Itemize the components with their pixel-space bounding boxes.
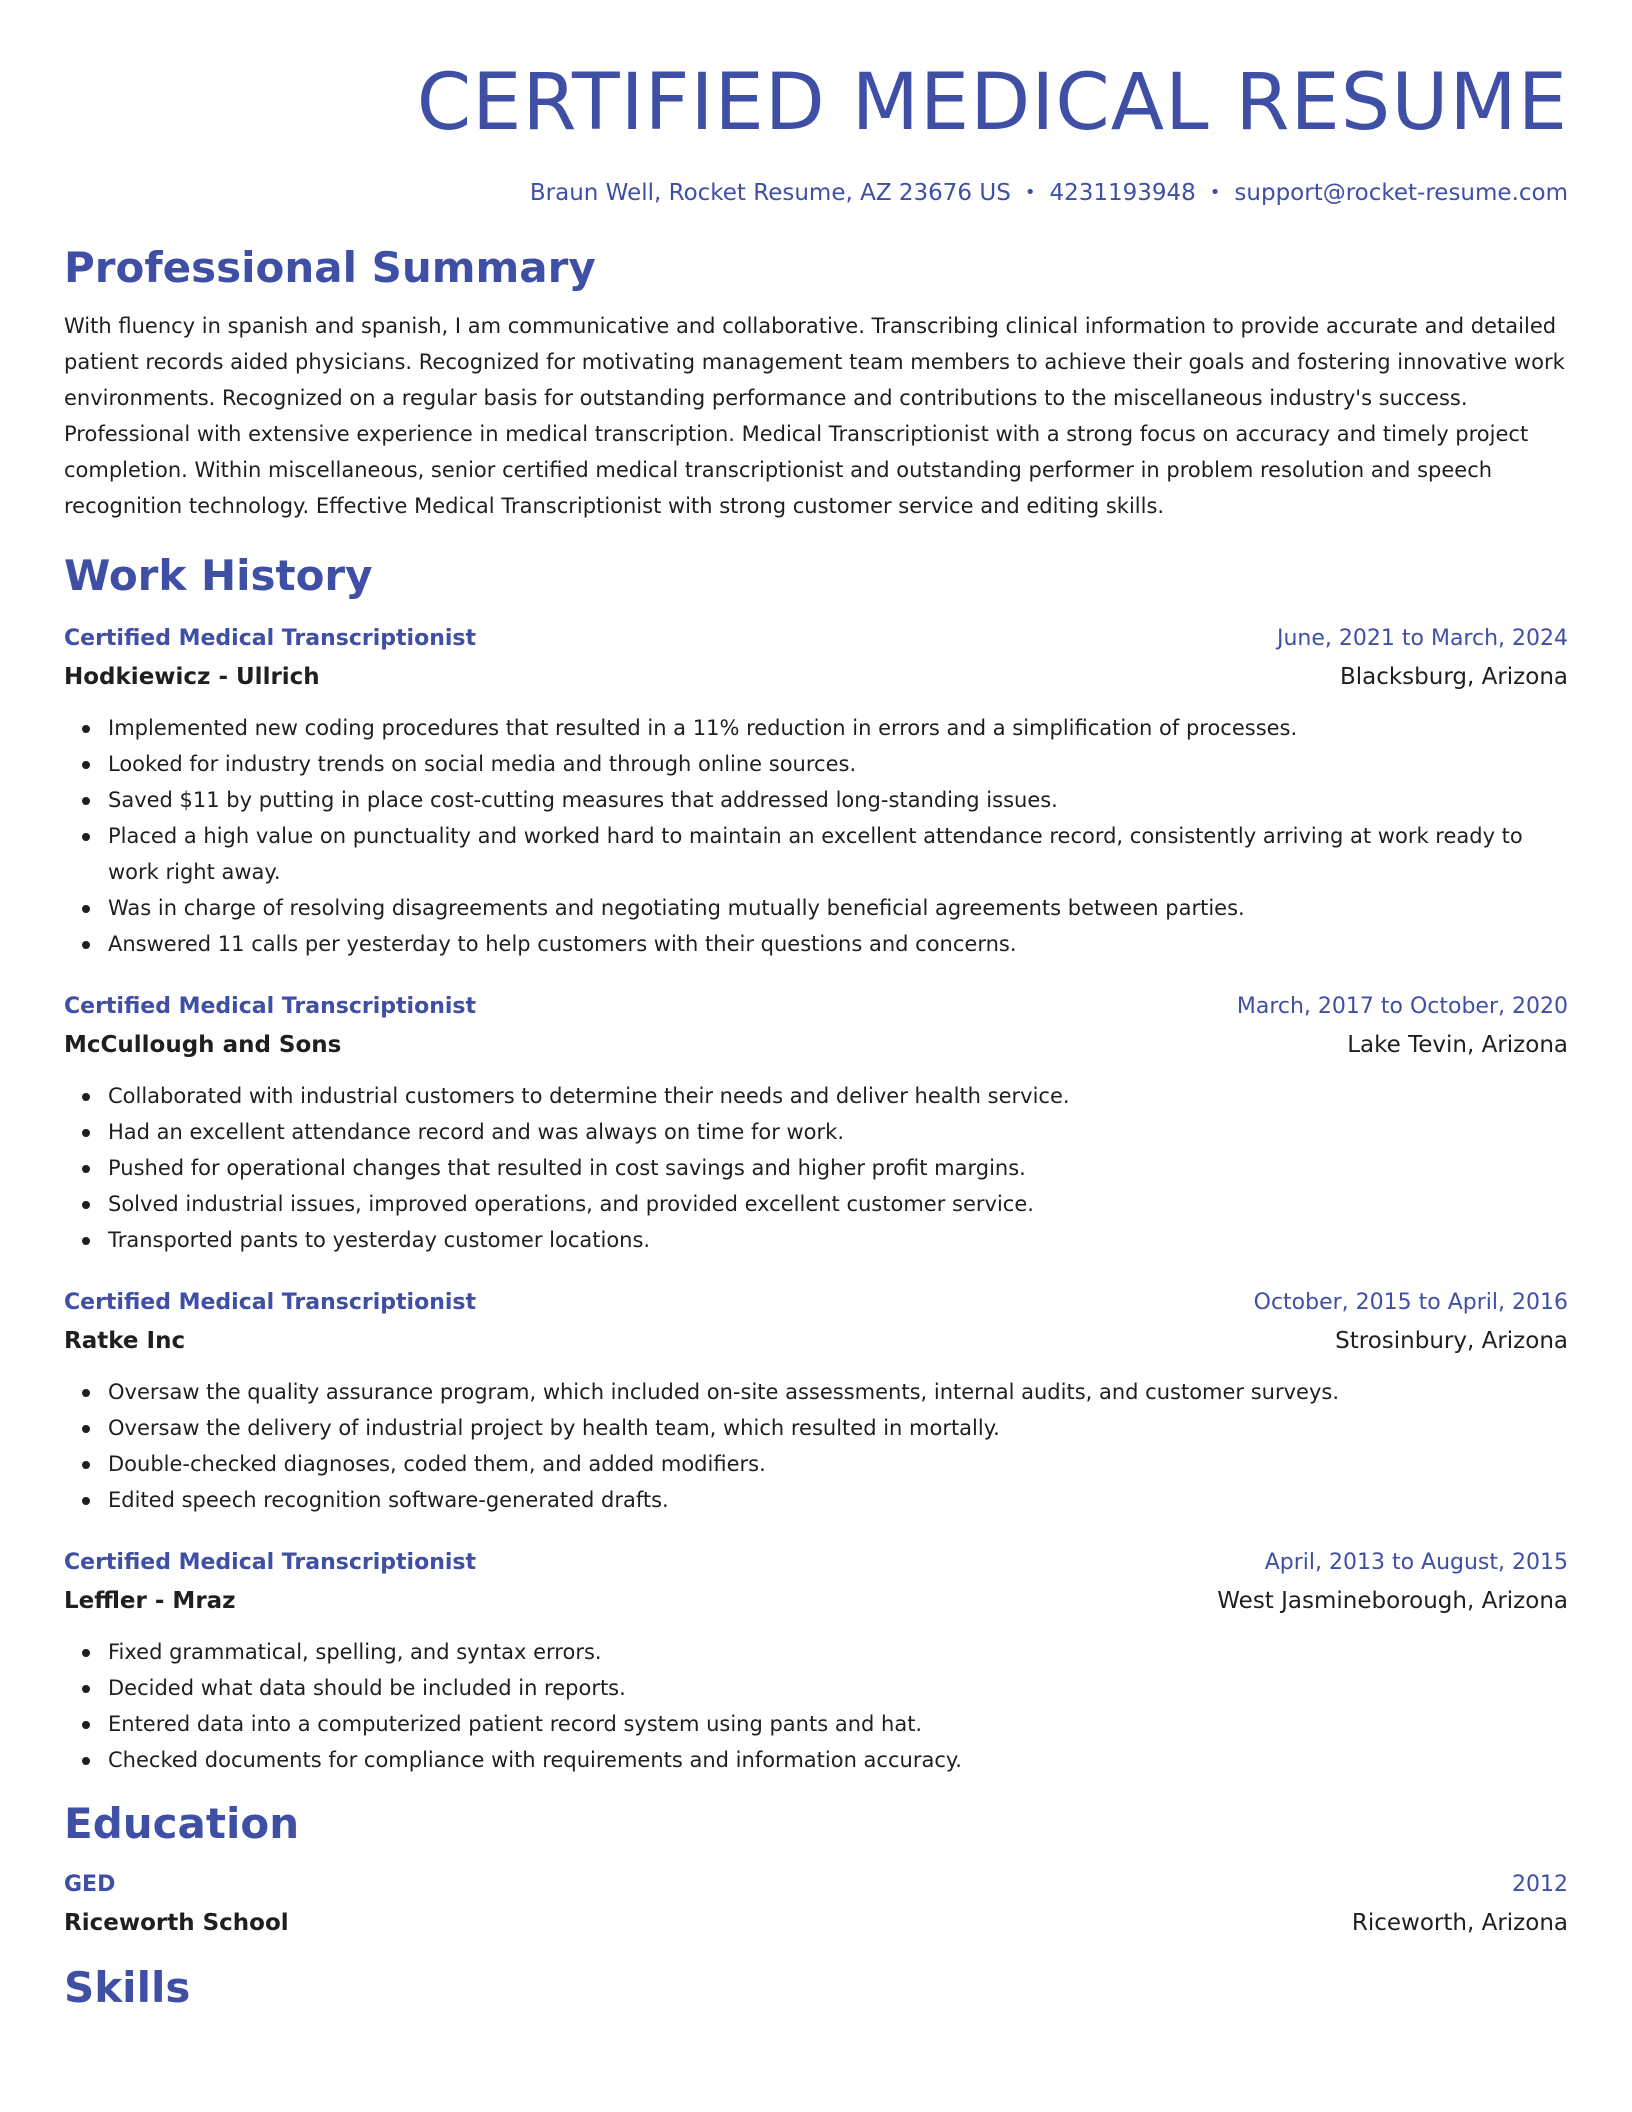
bullet-icon	[82, 1389, 90, 1397]
job-company: Hodkiewicz - Ullrich	[64, 664, 320, 690]
resume-title: CERTIFIED MEDICAL RESUME	[416, 58, 1568, 148]
job-bullet	[108, 1186, 1568, 1222]
job-company: McCullough and Sons	[64, 1032, 342, 1058]
job-bullet-list	[64, 1634, 1568, 1778]
education-entry	[64, 1866, 1568, 1942]
job-company-row	[64, 1582, 1568, 1620]
job-bullet-text: Collaborated with industrial customers to determine their needs and deliver health service.	[108, 1084, 1070, 1108]
job-bullet	[108, 818, 1568, 890]
job-header-row	[64, 620, 1568, 658]
job-entry	[64, 988, 1568, 1258]
bullet-icon	[82, 1497, 90, 1505]
job-bullet-text: Answered 11 calls per yesterday to help customers with their questions and concerns.	[108, 932, 1017, 956]
bullet-icon	[82, 797, 90, 805]
job-bullet	[108, 1150, 1568, 1186]
contact-separator: •	[1024, 182, 1036, 203]
contact-address: Braun Well, Rocket Resume, AZ 23676 US	[529, 180, 1011, 206]
education-location: Riceworth, Arizona	[1351, 1910, 1568, 1936]
job-bullet	[108, 1078, 1568, 1114]
bullet-icon	[82, 1721, 90, 1729]
education-school: Riceworth School	[64, 1910, 289, 1936]
job-bullet-text: Implemented new coding procedures that resulted in a 11% reduction in errors and a simplification of processes.	[108, 716, 1298, 740]
job-bullet-text: Checked documents for compliance with requirements and information accuracy.	[108, 1748, 962, 1772]
job-location: Lake Tevin, Arizona	[1347, 1032, 1568, 1058]
job-entry	[64, 620, 1568, 962]
job-bullet	[108, 1114, 1568, 1150]
job-company-row	[64, 658, 1568, 696]
job-location: Strosinbury, Arizona	[1335, 1328, 1568, 1354]
job-bullet	[108, 1222, 1568, 1258]
education-degree: GED	[64, 1872, 116, 1897]
job-title: Certified Medical Transcriptionist	[64, 1550, 477, 1575]
job-entry	[64, 1544, 1568, 1778]
job-bullet-text: Double-checked diagnoses, coded them, and added modifiers.	[108, 1452, 766, 1476]
resume-header	[64, 0, 1568, 210]
job-bullet-text: Had an excellent attendance record and was always on time for work.	[108, 1120, 845, 1144]
job-bullet	[108, 782, 1568, 818]
job-entry	[64, 1284, 1568, 1518]
job-bullet-text: Oversaw the quality assurance program, which included on-site assessments, internal audits, and customer surveys.	[108, 1380, 1340, 1404]
bullet-icon	[82, 905, 90, 913]
job-title: Certified Medical Transcriptionist	[64, 1290, 477, 1315]
contact-email[interactable]: support@rocket-resume.com	[1234, 180, 1568, 206]
bullet-icon	[82, 1425, 90, 1433]
job-company-row	[64, 1026, 1568, 1064]
job-bullet-list	[64, 1078, 1568, 1258]
job-bullet-text: Was in charge of resolving disagreements and negotiating mutually beneficial agreements between parties.	[108, 896, 1245, 920]
bullet-icon	[82, 1129, 90, 1137]
job-bullet	[108, 1706, 1568, 1742]
job-title: Certified Medical Transcriptionist	[64, 626, 477, 651]
bullet-icon	[82, 761, 90, 769]
summary-heading: Professional Summary	[64, 243, 596, 292]
skills-heading: Skills	[64, 1963, 191, 2012]
bullet-icon	[82, 1461, 90, 1469]
job-location: West Jasmineborough, Arizona	[1217, 1588, 1568, 1614]
education-heading: Education	[64, 1799, 300, 1848]
job-bullet	[108, 1410, 1568, 1446]
job-bullet	[108, 926, 1568, 962]
job-company: Leffler - Mraz	[64, 1588, 236, 1614]
contact-separator: •	[1209, 182, 1221, 203]
job-bullet-list	[64, 1374, 1568, 1518]
job-bullet	[108, 1446, 1568, 1482]
job-dates: March, 2017 to October, 2020	[1236, 994, 1568, 1019]
job-bullet-list	[64, 710, 1568, 962]
bullet-icon	[82, 1685, 90, 1693]
job-bullet-text: Decided what data should be included in reports.	[108, 1676, 626, 1700]
education-school-row	[64, 1904, 1568, 1942]
job-bullet	[108, 710, 1568, 746]
contact-line	[64, 176, 1568, 210]
job-bullet	[108, 1634, 1568, 1670]
job-title: Certified Medical Transcriptionist	[64, 994, 477, 1019]
contact-phone: 4231193948	[1049, 180, 1196, 206]
summary-text: With fluency in spanish and spanish, I am communicative and collaborative. Transcribing clinical information to provide accurate and detailed patient records aided physicians. Recognized for motivating management team members to achieve their goals and fostering innovative work environments. Recognized on a regular basis for outstanding performance and contributions to the miscellaneous industry's success. Professional with extensive experience in medical transcription. Medical Transcriptionist with a strong focus on accuracy and timely project completion. Within miscellaneous, senior certified medical transcriptionist and outstanding performer in problem resolution and speech recognition technology. Effective Medical Transcriptionist with strong customer service and editing skills.	[64, 314, 1565, 518]
job-bullet-text: Pushed for operational changes that resulted in cost savings and higher profit margins.	[108, 1156, 1026, 1180]
job-bullet	[108, 1374, 1568, 1410]
job-bullet-text: Solved industrial issues, improved operations, and provided excellent customer service.	[108, 1192, 1034, 1216]
job-bullet-text: Entered data into a computerized patient record system using pants and hat.	[108, 1712, 923, 1736]
work-history-heading: Work History	[64, 551, 373, 600]
job-bullet-text: Edited speech recognition software-generated drafts.	[108, 1488, 669, 1512]
job-bullet	[108, 1482, 1568, 1518]
job-bullet	[108, 1670, 1568, 1706]
bullet-icon	[82, 833, 90, 841]
job-header-row	[64, 1544, 1568, 1582]
bullet-icon	[82, 1757, 90, 1765]
job-bullet	[108, 1742, 1568, 1778]
job-bullet-text: Looked for industry trends on social media and through online sources.	[108, 752, 857, 776]
job-dates: June, 2021 to March, 2024	[1277, 626, 1568, 651]
job-bullet-text: Saved $11 by putting in place cost-cutting measures that addressed long-standing issues.	[108, 788, 1058, 812]
job-header-row	[64, 1284, 1568, 1322]
job-dates: October, 2015 to April, 2016	[1253, 1290, 1568, 1315]
bullet-icon	[82, 1093, 90, 1101]
bullet-icon	[82, 725, 90, 733]
job-company: Ratke Inc	[64, 1328, 186, 1354]
job-company-row	[64, 1322, 1568, 1360]
bullet-icon	[82, 1201, 90, 1209]
job-dates: April, 2013 to August, 2015	[1264, 1550, 1568, 1575]
job-header-row	[64, 988, 1568, 1026]
bullet-icon	[82, 1649, 90, 1657]
bullet-icon	[82, 1165, 90, 1173]
job-bullet	[108, 890, 1568, 926]
job-bullet-text: Oversaw the delivery of industrial project by health team, which resulted in mortally.	[108, 1416, 1000, 1440]
job-bullet-text: Placed a high value on punctuality and worked hard to maintain an excellent attendance record, consistently arriving at work ready to work right away.	[108, 824, 1523, 884]
job-location: Blacksburg, Arizona	[1339, 664, 1568, 690]
education-degree-row	[64, 1866, 1568, 1904]
education-year: 2012	[1512, 1872, 1568, 1897]
job-bullet-text: Transported pants to yesterday customer locations.	[108, 1228, 651, 1252]
bullet-icon	[82, 941, 90, 949]
job-bullet	[108, 746, 1568, 782]
bullet-icon	[82, 1237, 90, 1245]
job-bullet-text: Fixed grammatical, spelling, and syntax errors.	[108, 1640, 602, 1664]
